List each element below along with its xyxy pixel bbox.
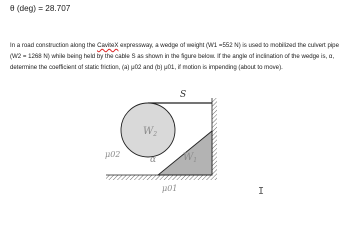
label-s: S [180, 90, 187, 100]
problem-text-part2: expressway, a wedge of weight (W1 =552 N) is used to mobilized the culvert pipe (W2 = 1268 N) while being held by the cable S as shown in the figure below. If the angle of inclination of the wedge is, α, determine the coefficient of static friction, (a) μ02 and (b) μ01, if motion is impending (about to move). [10, 42, 339, 72]
label-mu01: μ01 [162, 184, 178, 193]
ground-hatch [106, 175, 212, 180]
problem-text-part1: In a road construction along the [10, 42, 98, 49]
label-w2: $W_2$ [143, 126, 158, 138]
wall-hatch [212, 98, 217, 180]
label-w1: $W_1$ [183, 152, 198, 164]
label-alpha: α [150, 155, 157, 165]
theta-result-line: θ (deg) = 28.707 [10, 4, 71, 13]
text-cursor-icon: I [258, 186, 265, 197]
label-mu02: μ02 [105, 150, 121, 159]
spellcheck-underlined-word: CaviteX [97, 42, 119, 49]
